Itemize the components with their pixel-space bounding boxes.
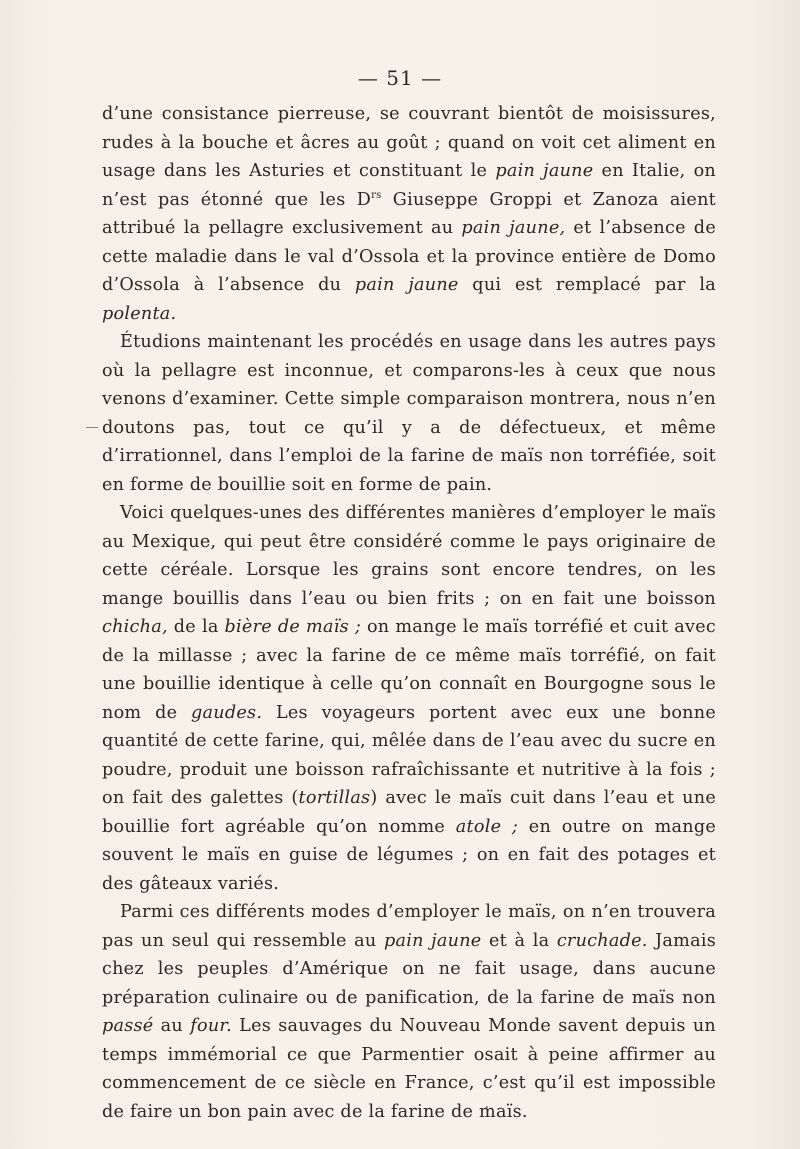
paragraph <box>102 499 716 898</box>
text-run: ) avec le maïs cuit dans l’eau et une bouillie fort agréable qu’on nomme <box>102 788 716 837</box>
italic-text: cruchade. <box>556 930 648 951</box>
text-run: en outre on mange souvent le maïs en guise de légumes ; on en fait des potages et des gâteaux variés. <box>102 816 717 894</box>
text-run: qui est remplacé par la <box>458 275 716 295</box>
italic-text: pain jaune <box>354 275 459 295</box>
italic-text: polenta. <box>102 303 177 324</box>
text-run: au <box>153 1016 191 1036</box>
page-number: — 51 — <box>357 66 443 90</box>
paragraph <box>102 100 716 328</box>
text-run: Parmi ces différents modes d’employer le maïs, on n’en trouvera pas un seul qui ressemble au <box>102 902 716 951</box>
italic-text: four. <box>190 1016 232 1036</box>
margin-mark <box>86 427 98 428</box>
text-run: et à la <box>481 930 557 951</box>
italic-text: bière de maïs ; <box>224 617 361 637</box>
italic-text: pain jaune <box>495 161 594 181</box>
text-run: en Italie, on n’est pas étonné que les D <box>102 161 716 210</box>
italic-text: atole ; <box>455 816 519 837</box>
text-run: et l’absence de cette maladie dans le val d’Ossola et la province entière de Domo d’Ossola à l’absence du <box>102 218 716 295</box>
italic-text: passé <box>102 1016 154 1036</box>
italic-text: tortillas <box>298 788 371 808</box>
superscript-text: rs <box>371 189 382 201</box>
italic-text: pain jaune, <box>461 218 566 238</box>
text-run: d’une consistance pierreuse, se couvrant bientôt de moisissures, rudes à la bouche et âcres au goût ; quand on voit cet aliment en usage dans les Asturies et constituant le <box>102 104 716 181</box>
paragraph <box>102 898 716 1126</box>
text-run: Les sauvages du Nouveau Monde savent depuis un temps immémorial ce que Parmentier osait à peine affirmer au commencement de ce siècle en France, c’est qu’il est impossible de faire un bon pain avec de la farine de maïs. <box>102 1016 716 1122</box>
italic-text: chicha, <box>102 617 168 637</box>
italic-text: gaudes. <box>191 702 263 723</box>
text-run: Étudions maintenant les procédés en usage dans les autres pays où la pellagre est inconnue, et comparons-les à ceux que nous venons d’examiner. Cette simple comparaison montrera, nous n’en doutons pas, tout ce qu’il y a de défectueux, et même d’irrationnel, dans l’emploi de la farine de maïs non torréfiée, soit en forme de bouillie soit en forme de pain. <box>102 332 716 495</box>
text-run: Giuseppe Groppi et Zanoza aient attribué la pellagre exclusivement au <box>102 189 716 238</box>
text-run: Jamais chez les peuples d’Amérique on ne fait usage, dans aucune préparation culinaire ou de panification, de la farine de maïs non <box>102 930 717 1008</box>
text-run: Les voyageurs portent avec eux une bonne quantité de cette farine, qui, mêlée dans de l’eau avec du sucre en poudre, produit une boisson rafraîchissante et nutritive à la fois ; on fait des galettes ( <box>102 702 716 808</box>
paragraph <box>102 328 716 499</box>
italic-text: pain jaune <box>383 930 482 951</box>
text-run: Voici quelques-unes des différentes manières d’employer le maïs au Mexique, qui peut être considéré comme le pays originaire de cette céréale. Lorsque les grains sont encore tendres, on les mange bouillis dans l’eau ou bien frits ; on en fait une boisson <box>102 503 716 609</box>
text-run: on mange le maïs torréfié et cuit avec de la millasse ; avec la farine de ce même maïs torréfié, on fait une bouillie identique à celle qu’on connaît en Bourgogne sous le nom de <box>102 617 716 723</box>
text-run: de la <box>167 617 225 637</box>
body-text <box>102 100 716 1126</box>
